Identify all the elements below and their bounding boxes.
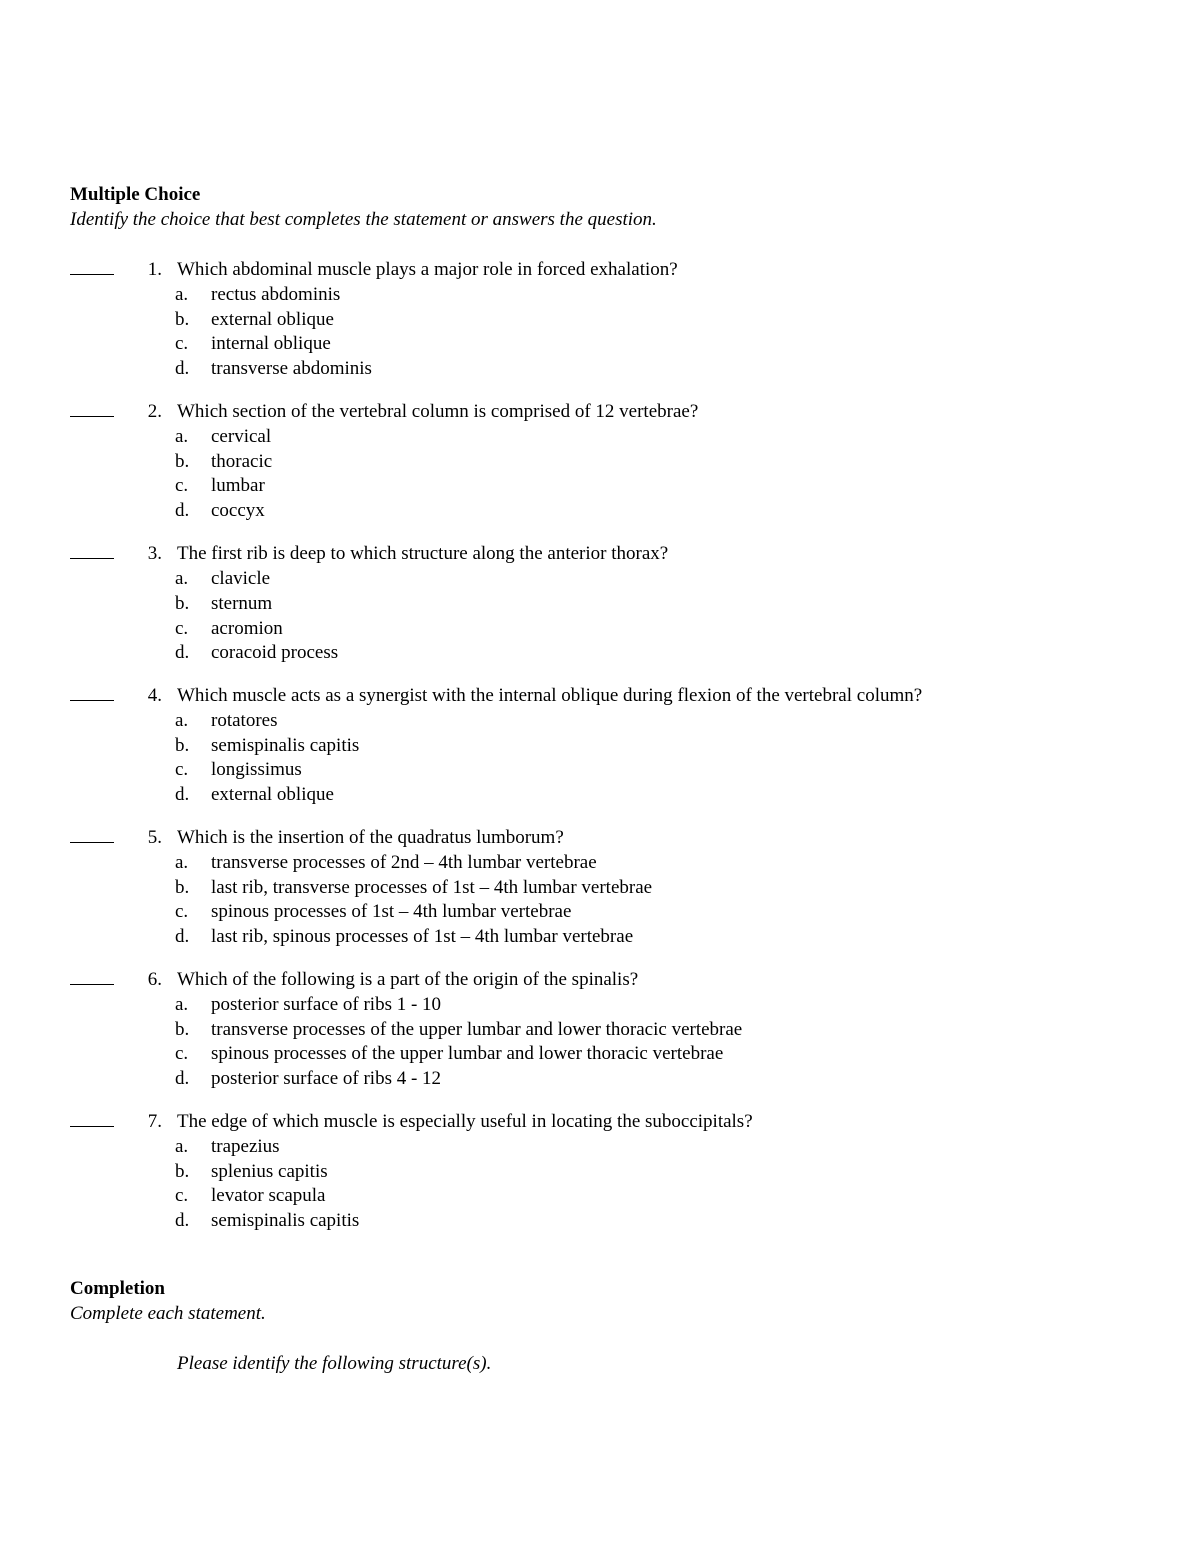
answer-blank[interactable] (70, 984, 114, 985)
choice-letter: c. (175, 1043, 189, 1064)
question-number: 4. (147, 685, 162, 706)
choice-letter: b. (175, 735, 190, 756)
choice-letter: a. (175, 994, 189, 1015)
answer-blank[interactable] (70, 700, 114, 701)
question-number: 3. (147, 543, 162, 564)
answer-blank[interactable] (70, 274, 114, 275)
choice-text: thoracic (211, 451, 273, 472)
multiple-choice-instructions: Identify the choice that best completes the statement or answers the question. (70, 209, 657, 230)
choice-text: trapezius (211, 1136, 280, 1157)
choice-letter: b. (175, 877, 190, 898)
choice-text: spinous processes of 1st – 4th lumbar vertebrae (211, 901, 572, 922)
question-text: The first rib is deep to which structure along the anterior thorax? (177, 543, 669, 564)
choice-letter: a. (175, 710, 189, 731)
choice-text: levator scapula (211, 1185, 326, 1206)
choice-text: transverse processes of 2nd – 4th lumbar vertebrae (211, 852, 597, 873)
choice-text: acromion (211, 618, 283, 639)
choice-letter: a. (175, 284, 189, 305)
answer-blank[interactable] (70, 558, 114, 559)
choice-text: external oblique (211, 784, 334, 805)
choice-letter: a. (175, 426, 189, 447)
choice-letter: c. (175, 901, 189, 922)
choice-text: clavicle (211, 568, 271, 589)
choice-letter: b. (175, 593, 190, 614)
choice-letter: b. (175, 451, 190, 472)
choice-letter: c. (175, 1185, 189, 1206)
choice-letter: b. (175, 309, 190, 330)
choice-text: semispinalis capitis (211, 735, 360, 756)
choice-letter: d. (175, 500, 190, 521)
choice-text: transverse processes of the upper lumbar and lower thoracic vertebrae (211, 1019, 743, 1040)
choice-letter: d. (175, 784, 190, 805)
choice-letter: c. (175, 475, 189, 496)
choice-letter: c. (175, 759, 189, 780)
choice-text: lumbar (211, 475, 265, 496)
choice-text: splenius capitis (211, 1161, 328, 1182)
choice-letter: c. (175, 618, 189, 639)
choice-text: external oblique (211, 309, 334, 330)
question-text: Which abdominal muscle plays a major role in forced exhalation? (177, 259, 678, 280)
choice-letter: d. (175, 1210, 190, 1231)
choice-letter: a. (175, 568, 189, 589)
choice-text: rectus abdominis (211, 284, 341, 305)
choice-text: last rib, spinous processes of 1st – 4th lumbar vertebrae (211, 926, 634, 947)
answer-blank[interactable] (70, 416, 114, 417)
question-text: Which muscle acts as a synergist with the internal oblique during flexion of the vertebral column? (177, 685, 923, 706)
choice-letter: d. (175, 358, 190, 379)
choice-text: coracoid process (211, 642, 339, 663)
question-number: 5. (147, 827, 162, 848)
question-text: The edge of which muscle is especially useful in locating the suboccipitals? (177, 1111, 753, 1132)
completion-heading: Completion (70, 1278, 165, 1299)
question-text: Which of the following is a part of the origin of the spinalis? (177, 969, 639, 990)
question-number: 6. (147, 969, 162, 990)
choice-text: coccyx (211, 500, 265, 521)
choice-letter: b. (175, 1019, 190, 1040)
choice-text: posterior surface of ribs 4 - 12 (211, 1068, 442, 1089)
completion-instructions: Complete each statement. (70, 1303, 266, 1324)
choice-letter: d. (175, 1068, 190, 1089)
choice-text: longissimus (211, 759, 302, 780)
answer-blank[interactable] (70, 1126, 114, 1127)
question-number: 1. (147, 259, 162, 280)
choice-text: internal oblique (211, 333, 331, 354)
question-number: 2. (147, 401, 162, 422)
answer-blank[interactable] (70, 842, 114, 843)
choice-text: transverse abdominis (211, 358, 372, 379)
choice-text: posterior surface of ribs 1 - 10 (211, 994, 442, 1015)
choice-letter: d. (175, 642, 190, 663)
completion-directive: Please identify the following structure(s). (177, 1353, 492, 1374)
choice-text: sternum (211, 593, 273, 614)
choice-letter: b. (175, 1161, 190, 1182)
question-text: Which section of the vertebral column is comprised of 12 vertebrae? (177, 401, 699, 422)
choice-letter: a. (175, 1136, 189, 1157)
choice-letter: a. (175, 852, 189, 873)
choice-text: spinous processes of the upper lumbar and lower thoracic vertebrae (211, 1043, 724, 1064)
choice-text: cervical (211, 426, 272, 447)
choice-text: last rib, transverse processes of 1st – 4th lumbar vertebrae (211, 877, 653, 898)
question-number: 7. (147, 1111, 162, 1132)
choice-text: semispinalis capitis (211, 1210, 360, 1231)
choice-letter: c. (175, 333, 189, 354)
choice-text: rotatores (211, 710, 278, 731)
multiple-choice-heading: Multiple Choice (70, 184, 201, 205)
choice-letter: d. (175, 926, 190, 947)
question-text: Which is the insertion of the quadratus lumborum? (177, 827, 564, 848)
